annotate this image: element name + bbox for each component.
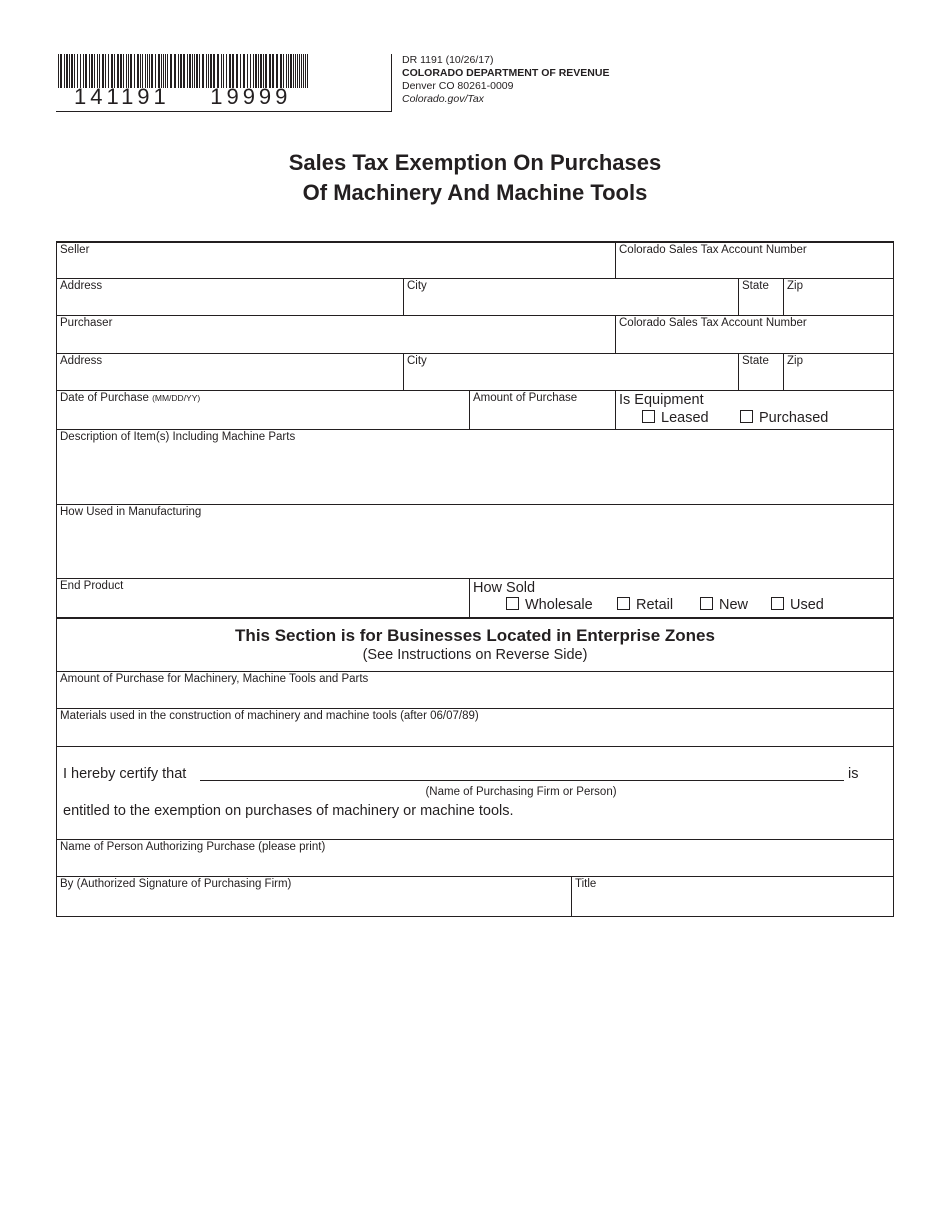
is-equipment-label: Is Equipment [619, 392, 704, 408]
signature-row [56, 877, 894, 917]
description-row[interactable] [56, 430, 894, 505]
seller-state-label: State [742, 280, 769, 292]
seller-account-label: Colorado Sales Tax Account Number [619, 244, 807, 256]
materials-row[interactable] [56, 709, 894, 747]
title-label: Title [575, 878, 597, 890]
purchaser-address-row [56, 354, 894, 391]
date-of-purchase-label: Date of Purchase (MM/DD/YY) [60, 392, 201, 404]
certify-suffix: is [848, 766, 859, 782]
purchaser-address-label: Address [60, 355, 103, 367]
form-title-line2: Of Machinery And Machine Tools [302, 180, 648, 205]
new-checkbox[interactable] [700, 597, 713, 610]
purchasing-firm-caption: (Name of Purchasing Firm or Person) [425, 786, 617, 798]
seller-address-field[interactable] [57, 279, 403, 315]
purchaser-city-field[interactable] [403, 354, 738, 390]
seller-zip-field[interactable] [783, 279, 893, 315]
purchaser-account-field[interactable] [615, 316, 893, 353]
purchaser-zip-field[interactable] [783, 354, 893, 390]
leased-option[interactable]: Leased [642, 410, 709, 426]
form-title-line1: Sales Tax Exemption On Purchases [288, 150, 662, 175]
purchaser-account-label: Colorado Sales Tax Account Number [619, 317, 807, 329]
seller-address-label: Address [60, 280, 103, 292]
seller-city-field[interactable] [403, 279, 738, 315]
description-label: Description of Item(s) Including Machine Parts [60, 431, 296, 443]
how-sold-label: How Sold [473, 580, 536, 596]
barcode-block [56, 54, 392, 112]
exemption-form [56, 241, 894, 917]
form-info [402, 54, 609, 106]
materials-label: Materials used in the construction of machinery and machine tools (after 06/07/89) [60, 710, 479, 722]
signature-field[interactable] [57, 877, 571, 916]
purchase-details-row [56, 391, 894, 430]
authorizing-name-label: Name of Person Authorizing Purchase (please print) [60, 841, 326, 853]
retail-option[interactable]: Retail [617, 597, 673, 613]
certification-block [56, 747, 894, 840]
authorizing-name-row[interactable] [56, 840, 894, 877]
how-used-row[interactable] [56, 505, 894, 579]
enterprise-zone-header [56, 618, 894, 672]
purchaser-label: Purchaser [60, 317, 113, 329]
purchaser-state-field[interactable] [738, 354, 783, 390]
certify-statement: entitled to the exemption on purchases of machinery or machine tools. [63, 803, 514, 819]
department-website: Colorado.gov/Tax [402, 93, 484, 105]
certify-prefix: I hereby certify that [63, 766, 187, 782]
purchaser-name-field[interactable] [57, 316, 615, 353]
enterprise-zone-heading: This Section is for Businesses Located in Enterprise Zones [235, 626, 715, 645]
seller-account-field[interactable] [615, 243, 893, 278]
used-option[interactable]: Used [771, 597, 824, 613]
purchaser-city-label: City [407, 355, 427, 367]
barcode-number: 141191 19999 [74, 84, 292, 109]
retail-checkbox[interactable] [617, 597, 630, 610]
department-address: Denver CO 80261-0009 [402, 80, 514, 92]
purchased-option[interactable]: Purchased [740, 410, 828, 426]
purchaser-zip-label: Zip [787, 355, 803, 367]
amount-of-purchase-field[interactable] [469, 391, 615, 429]
signature-label: By (Authorized Signature of Purchasing Firm) [60, 878, 292, 890]
seller-state-field[interactable] [738, 279, 783, 315]
seller-name-field[interactable] [57, 243, 615, 278]
title-field[interactable] [571, 877, 893, 916]
equipment-status-field [615, 391, 893, 429]
how-sold-field [469, 579, 893, 617]
used-checkbox[interactable] [771, 597, 784, 610]
department-name: COLORADO DEPARTMENT OF REVENUE [402, 67, 610, 79]
purchased-checkbox[interactable] [740, 410, 753, 423]
end-product-field[interactable] [57, 579, 469, 617]
seller-label: Seller [60, 244, 90, 256]
purchaser-state-label: State [742, 355, 769, 367]
new-option[interactable]: New [700, 597, 748, 613]
wholesale-checkbox[interactable] [506, 597, 519, 610]
leased-checkbox[interactable] [642, 410, 655, 423]
seller-address-row [56, 279, 894, 316]
seller-city-label: City [407, 280, 427, 292]
machinery-amount-row[interactable] [56, 672, 894, 709]
seller-row [56, 241, 894, 279]
purchaser-row [56, 316, 894, 354]
purchaser-address-field[interactable] [57, 354, 403, 390]
enterprise-zone-subheading: (See Instructions on Reverse Side) [362, 647, 588, 663]
wholesale-option[interactable]: Wholesale [506, 597, 593, 613]
barcode-image [58, 54, 310, 88]
purchasing-firm-blank[interactable] [200, 780, 844, 781]
date-of-purchase-field[interactable] [57, 391, 469, 429]
end-product-label: End Product [60, 580, 124, 592]
form-number: DR 1191 (10/26/17) [402, 54, 494, 66]
end-product-row [56, 579, 894, 618]
how-used-label: How Used in Manufacturing [60, 506, 202, 518]
seller-zip-label: Zip [787, 280, 803, 292]
machinery-amount-label: Amount of Purchase for Machinery, Machine Tools and Parts [60, 673, 369, 685]
amount-of-purchase-label: Amount of Purchase [473, 392, 578, 404]
